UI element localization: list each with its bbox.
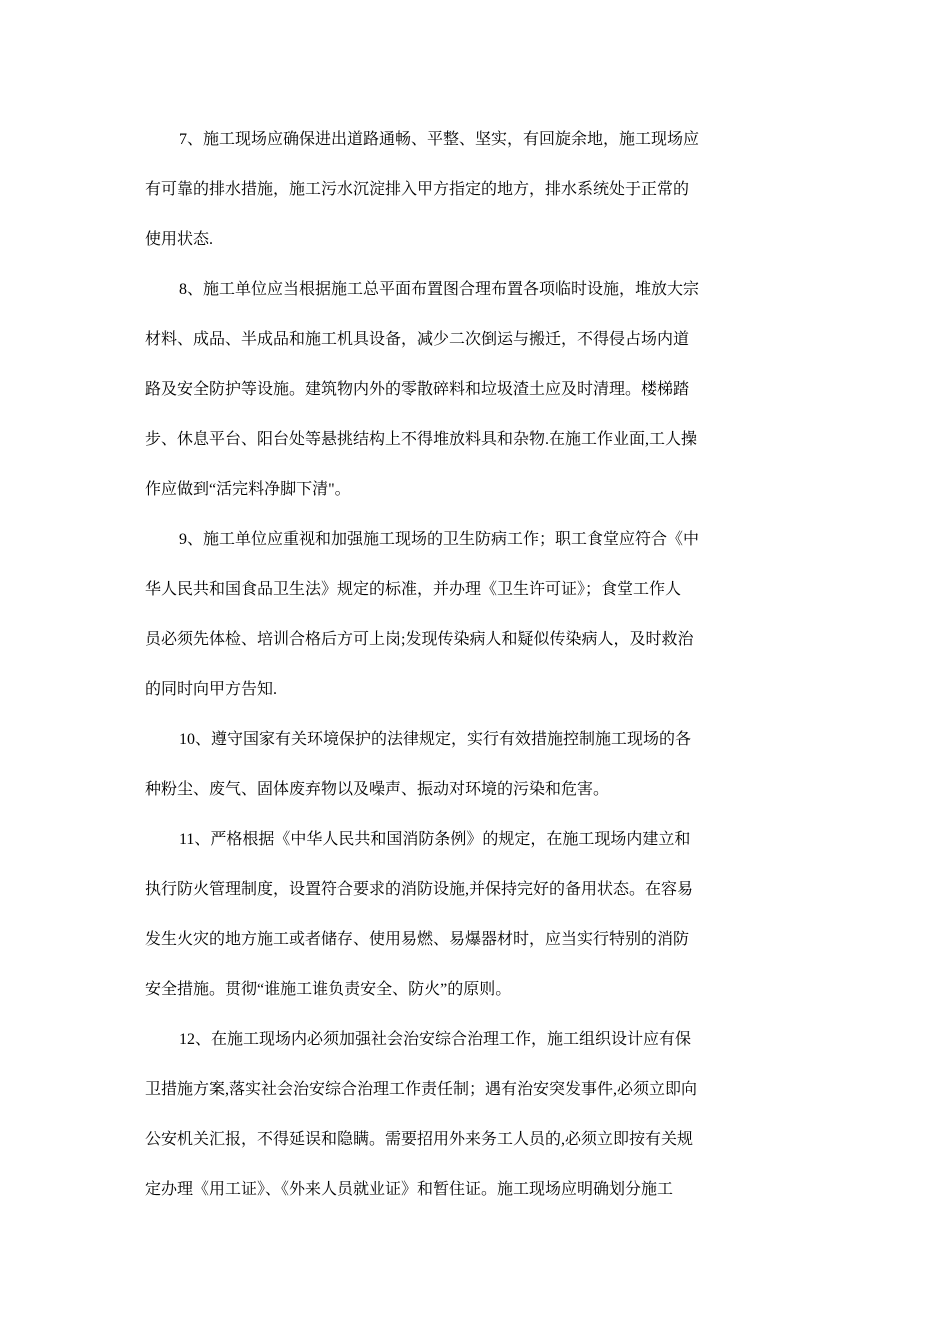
paragraph-7 — [145, 126, 805, 276]
text-line: 的同时向甲方告知. — [145, 681, 278, 698]
text-line: 路及安全防护等设施。建筑物内外的零散碎料和垃圾渣土应及时清理。楼梯踏 — [145, 381, 690, 398]
paragraph-9 — [145, 526, 805, 726]
text-line: 卫措施方案,落实社会治安综合治理工作责任制；遇有治安突发事件,必须立即向 — [145, 1081, 698, 1098]
text-line: 步、休息平台、阳台处等悬挑结构上不得堆放料具和杂物.在施工作业面,工人操 — [145, 431, 698, 448]
text-line: 安全措施。贯彻“谁施工谁负责安全、防火”的原则。 — [145, 981, 512, 998]
text-line: 发生火灾的地方施工或者储存、使用易燃、易爆器材时，应当实行特别的消防 — [145, 931, 690, 948]
text-line: 使用状态. — [145, 231, 214, 248]
text-line: 员必须先体检、培训合格后方可上岗;发现传染病人和疑似传染病人，及时救治 — [145, 631, 694, 648]
text-line: 华人民共和国食品卫生法》规定的标准，并办理《卫生许可证》；食堂工作人 — [145, 581, 682, 598]
text-line: 执行防火管理制度，设置符合要求的消防设施,并保持完好的备用状态。在容易 — [145, 881, 694, 898]
document-body — [145, 126, 805, 1226]
text-line: 11、严格根据《中华人民共和国消防条例》的规定，在施工现场内建立和 — [179, 831, 691, 848]
text-line: 9、施工单位应重视和加强施工现场的卫生防病工作；职工食堂应符合《中 — [179, 531, 700, 548]
text-line: 8、施工单位应当根据施工总平面布置图合理布置各项临时设施，堆放大宗 — [179, 281, 700, 298]
text-line: 10、遵守国家有关环境保护的法律规定，实行有效措施控制施工现场的各 — [179, 731, 692, 748]
text-line: 公安机关汇报，不得延误和隐瞒。需要招用外来务工人员的,必须立即按有关规 — [145, 1131, 694, 1148]
text-line: 7、施工现场应确保进出道路通畅、平整、坚实，有回旋余地，施工现场应 — [179, 131, 700, 148]
paragraph-8 — [145, 276, 805, 526]
text-line: 定办理《用工证》、《外来人员就业证》和暂住证。施工现场应明确划分施工 — [145, 1181, 674, 1198]
paragraph-10 — [145, 726, 805, 826]
text-line: 种粉尘、废气、固体废弃物以及噪声、振动对环境的污染和危害。 — [145, 781, 610, 798]
paragraph-12 — [145, 1026, 805, 1226]
text-line: 作应做到“活完料净脚下清"。 — [145, 481, 351, 498]
paragraph-11 — [145, 826, 805, 1026]
text-line: 12、在施工现场内必须加强社会治安综合治理工作，施工组织设计应有保 — [179, 1031, 692, 1048]
text-line: 材料、成品、半成品和施工机具设备，减少二次倒运与搬迁，不得侵占场内道 — [145, 331, 690, 348]
text-line: 有可靠的排水措施，施工污水沉淀排入甲方指定的地方，排水系统处于正常的 — [145, 181, 690, 198]
